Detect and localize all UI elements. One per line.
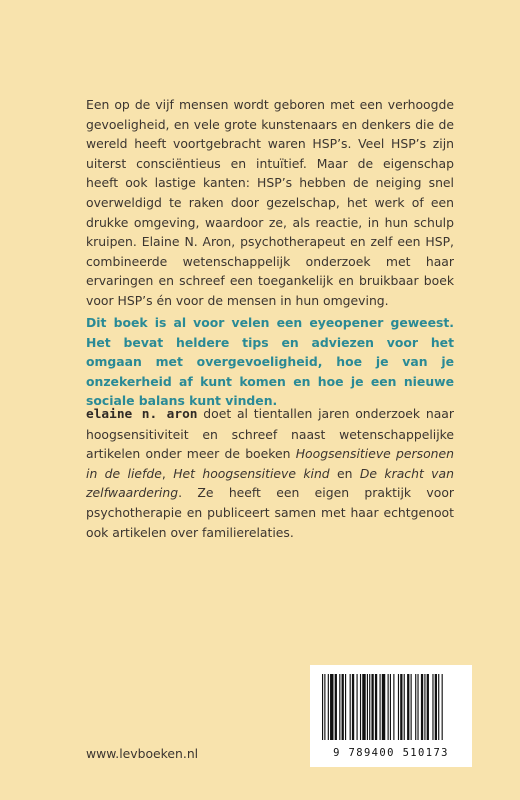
barcode-bar	[328, 674, 329, 740]
barcode-bar	[345, 674, 346, 740]
author-bio-paragraph	[86, 404, 454, 542]
highlight-paragraph: Dit boek is al voor velen een eyeopener geweest. Het bevat heldere tips en adviezen voor het omgaan met overgevoeligheid, hoe je van je onzekerheid af kunt komen en hoe je een nieuwe sociale balans kunt vinden.	[86, 315, 454, 409]
barcode-bar	[357, 674, 358, 740]
book-title-1: Hoogsensitieve personen in de liefde	[86, 446, 454, 481]
barcode-bars	[320, 674, 462, 740]
barcode-bar	[415, 674, 416, 740]
publisher-website: www.levboeken.nl	[86, 746, 199, 761]
barcode-bar	[407, 674, 409, 740]
barcode-bar	[432, 674, 433, 740]
bio-text-2: . Ze heeft een eigen praktijk voor psychotherapie en publiceert samen met haar echtgenoot ook artikelen over familierelaties.	[86, 485, 454, 540]
barcode-bar	[390, 674, 391, 740]
barcode-bar	[339, 674, 340, 740]
barcode-bar	[362, 674, 365, 740]
barcode-bar	[411, 674, 412, 740]
barcode-bar	[427, 674, 429, 740]
barcode-bar	[421, 674, 423, 740]
barcode-bar	[435, 674, 437, 740]
barcode-bar	[382, 674, 385, 740]
bio-separator-2: en	[329, 465, 360, 481]
barcode-bar	[375, 674, 377, 740]
barcode-bar	[350, 674, 351, 740]
barcode-bar	[400, 674, 402, 740]
barcode-bar	[371, 674, 373, 740]
barcode-bar	[330, 674, 333, 740]
barcode-bar	[380, 674, 381, 740]
barcode-bar	[442, 674, 443, 740]
book-title-2: Het hoogsensitieve kind	[173, 465, 330, 481]
barcode-bar	[367, 674, 368, 740]
barcode-bar	[393, 674, 394, 740]
barcode-bar	[424, 674, 425, 740]
isbn-barcode	[310, 665, 472, 767]
barcode-bar	[324, 674, 325, 740]
barcode-bar	[404, 674, 405, 740]
barcode-bar	[438, 674, 439, 740]
book-title-3: De kracht van zelfwaardering	[86, 465, 454, 501]
barcode-bar	[417, 674, 418, 740]
barcode-bar	[352, 674, 354, 740]
barcode-bar	[369, 674, 370, 740]
barcode-bar	[388, 674, 389, 740]
author-name: elaine n. aron	[86, 407, 198, 422]
intro-paragraph: Een op de vijf mensen wordt geboren met een verhoogde gevoeligheid, en vele grote kunstenaars en denkers die de wereld heeft voortgebracht waren HSP’s. Veel HSP’s zijn uiterst consciëntieus en intuïtief. Maar de eigenschap heeft ook lastige kanten: HSP’s hebben de neiging snel overweldigd te raken door gezelschap, het werk of een drukke omgeving, waardoor ze, als reactie, in hun schulp kruipen. Elaine N. Aron, psychotherapeut en zelf een HSP, combineerde wetenschappelijk onderzoek met haar ervaringen en schreef een toegankelijk en bruikbaar boek voor HSP’s én voor de mensen in hun omgeving.	[86, 97, 454, 308]
barcode-bar	[360, 674, 361, 740]
barcode-bar	[322, 674, 323, 740]
bio-separator-1: ,	[161, 465, 174, 481]
isbn-digits: 9 789400 510173	[333, 747, 449, 759]
barcode-bar	[342, 674, 344, 740]
bio-text-1: doet al tientallen jaren onderzoek naar hoogsensitiviteit en schreef naast wetenschappelijke artikelen onder meer de boeken	[86, 406, 454, 462]
barcode-bar	[335, 674, 337, 740]
barcode-bar	[398, 674, 399, 740]
